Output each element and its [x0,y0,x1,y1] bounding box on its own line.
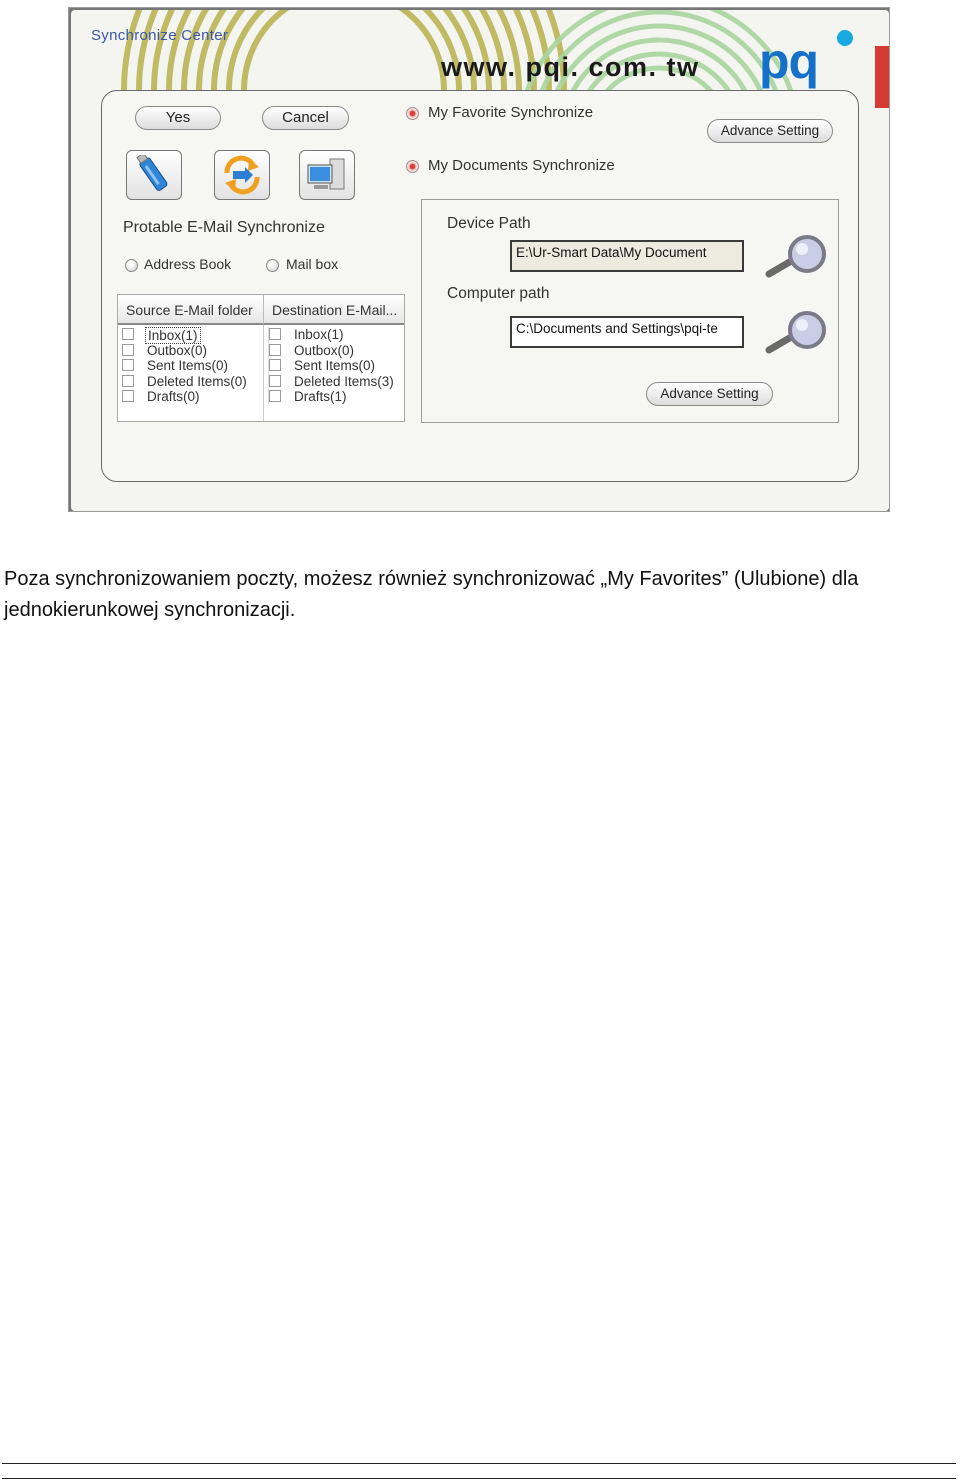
documents-sync-radio[interactable] [406,160,419,173]
sync-arrows-icon [221,155,263,195]
folder-name: Drafts(0) [147,389,200,404]
folder-checkbox[interactable] [269,328,281,340]
advance-setting-top-button[interactable]: Advance Setting [707,119,833,143]
folder-checkbox[interactable] [122,375,134,387]
usb-drive-icon [133,155,175,195]
folder-name: Outbox(0) [294,342,355,358]
folder-checkbox[interactable] [122,344,134,356]
browse-computer-magnifier-icon[interactable] [763,310,831,356]
address-book-radio[interactable] [125,259,138,272]
website-url: www. pqi. com. tw [441,52,700,82]
folder-name: Drafts(1) [294,389,347,404]
computer-button[interactable] [299,150,355,200]
address-book-label: Address Book [144,256,232,272]
device-path-label: Device Path [447,215,531,232]
synchronize-center-window [68,7,890,512]
cancel-button[interactable]: Cancel [262,106,349,130]
logo-dot [837,30,853,46]
folder-name: Sent Items(0) [294,358,376,373]
folder-checkbox[interactable] [269,344,281,356]
favorite-sync-radio[interactable] [406,107,419,120]
pqi-logo: pq [759,33,819,89]
mail-folder-table [117,294,405,422]
browse-device-magnifier-icon[interactable] [763,234,831,280]
folder-checkbox[interactable] [122,390,134,402]
source-folder-header[interactable]: Source E-Mail folder [118,295,264,325]
folder-name: Deleted Items(0) [147,373,247,389]
destination-folder-header[interactable]: Destination E-Mail... [264,295,405,325]
usb-drive-button[interactable] [126,150,182,200]
computer-path-field[interactable]: C:\Documents and Settings\pqi-te [510,316,744,348]
footer-rule-bottom [2,1478,956,1479]
favorite-sync-label: My Favorite Synchronize [428,104,594,121]
mail-box-radio[interactable] [266,259,279,272]
folder-name: Sent Items(0) [147,358,229,373]
yes-button[interactable]: Yes [135,106,221,130]
computer-icon [306,155,348,195]
window-title: Synchronize Center [91,27,229,44]
sync-button[interactable] [214,150,270,200]
column-divider [263,325,264,422]
close-tab[interactable] [875,46,890,108]
folder-name: Deleted Items(3) [294,373,394,389]
caption-paragraph: Poza synchronizowaniem poczty, możesz również synchronizować „My Favorites” (Ulubione) dla jednokierunkowej synchronizacji. [4,568,859,621]
documents-sync-label: My Documents Synchronize [428,157,615,174]
folder-checkbox[interactable] [122,328,134,340]
folder-name: Outbox(0) [147,342,208,358]
email-sync-title: Protable E-Mail Synchronize [123,219,325,236]
folder-checkbox[interactable] [122,359,134,371]
folder-name: Inbox(1) [145,327,201,344]
device-path-field[interactable]: E:\Ur-Smart Data\My Document [510,240,744,272]
folder-name: Inbox(1) [294,327,344,342]
folder-checkbox[interactable] [269,375,281,387]
destination-folder-list [268,327,394,405]
folder-checkbox[interactable] [269,390,281,402]
folder-checkbox[interactable] [269,359,281,371]
computer-path-label: Computer path [447,285,550,302]
advance-setting-bottom-button[interactable]: Advance Setting [646,382,773,406]
mail-box-label: Mail box [286,256,339,272]
footer-rule [2,1463,956,1464]
